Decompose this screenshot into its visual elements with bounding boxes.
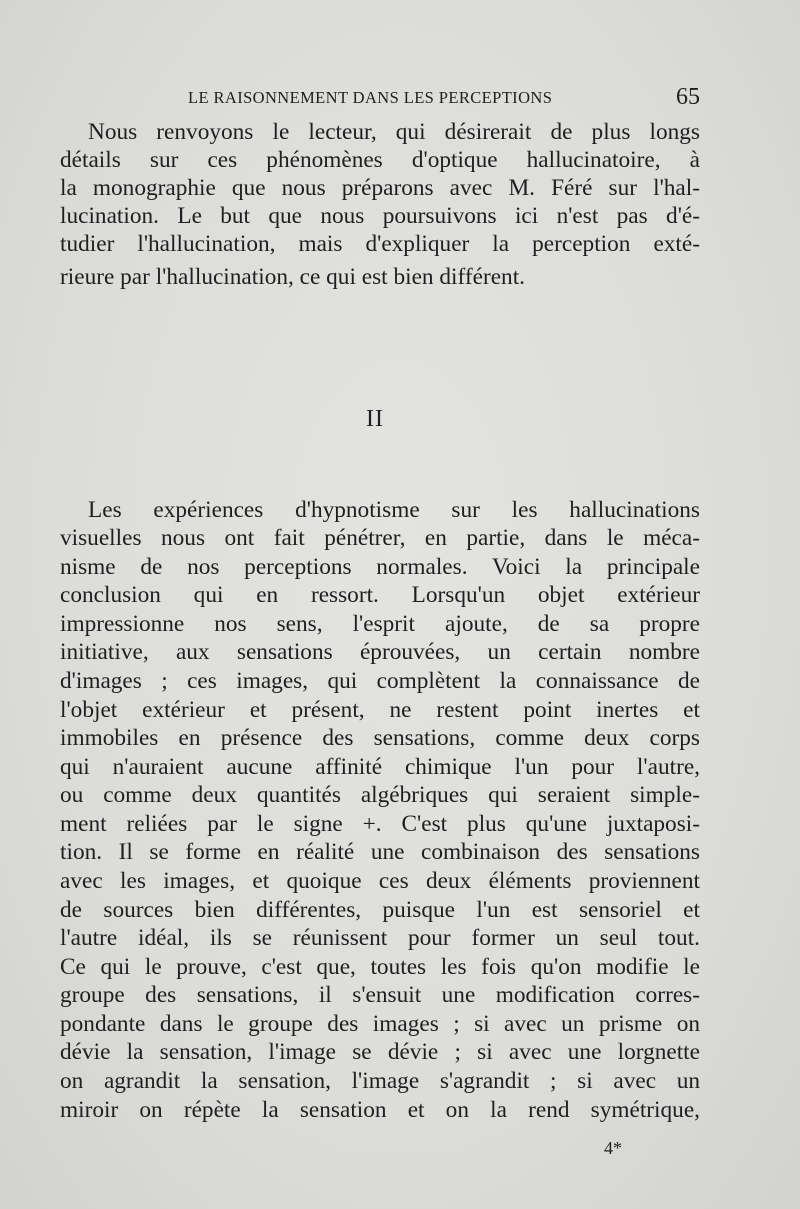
text-line: d'images ; ces images, qui complètent la connaissance de: [60, 668, 700, 694]
text-line: tion. Il se forme en réalité une combinaison des sensations: [60, 839, 700, 865]
page-number: 65: [676, 84, 700, 110]
text-line: dévie la sensation, l'image se dévie ; si avec une lorgnette: [60, 1039, 700, 1065]
text-line: conclusion qui en ressort. Lorsqu'un objet extérieur: [60, 582, 700, 608]
text-line: groupe des sensations, il s'ensuit une modification corres-: [60, 982, 700, 1008]
text-line: tudier l'hallucination, mais d'expliquer la perception exté-: [60, 231, 700, 257]
text-line: rieure par l'hallucination, ce qui est bien différent.: [60, 264, 525, 290]
text-line: ment reliées par le signe +. C'est plus qu'une juxtaposi-: [60, 811, 700, 837]
text-line: lucination. Le but que nous poursuivons ici n'est pas d'é-: [60, 203, 700, 229]
text-line: visuelles nous ont fait pénétrer, en partie, dans le méca-: [60, 525, 700, 551]
running-head: [0, 86, 800, 112]
text-line: de sources bien différentes, puisque l'un est sensoriel et: [60, 897, 700, 923]
text-line: immobiles en présence des sensations, comme deux corps: [60, 725, 700, 751]
text-line: Ce qui le prouve, c'est que, toutes les fois qu'on modifie le: [60, 954, 700, 980]
section-number: II: [366, 406, 384, 432]
text-line: pondante dans le groupe des images ; si avec un prisme on: [60, 1011, 700, 1037]
text-line: miroir on répète la sensation et on la rend symétrique,: [60, 1097, 700, 1123]
text-line: initiative, aux sensations éprouvées, un certain nombre: [60, 639, 700, 665]
signature-mark: 4*: [604, 1138, 622, 1158]
text-line: nisme de nos perceptions normales. Voici la principale: [60, 554, 700, 580]
text-line: l'objet extérieur et présent, ne restent point inertes et: [60, 697, 700, 723]
text-line: impressionne nos sens, l'esprit ajoute, de sa propre: [60, 611, 700, 637]
text-line: on agrandit la sensation, l'image s'agrandit ; si avec un: [60, 1068, 700, 1094]
text-line: Nous renvoyons le lecteur, qui désirerait de plus longs: [88, 119, 700, 145]
running-title: LE RAISONNEMENT DANS LES PERCEPTIONS: [188, 88, 553, 107]
text-line: l'autre idéal, ils se réunissent pour former un seul tout.: [60, 925, 700, 951]
text-line: ou comme deux quantités algébriques qui seraient simple-: [60, 782, 700, 808]
text-line: avec les images, et quoique ces deux éléments proviennent: [60, 868, 700, 894]
text-line: qui n'auraient aucune affinité chimique l'un pour l'autre,: [60, 754, 700, 780]
text-line: Les expériences d'hypnotisme sur les hallucinations: [88, 497, 700, 523]
text-line: la monographie que nous préparons avec M. Féré sur l'hal-: [60, 175, 700, 201]
text-line: détails sur ces phénomènes d'optique hallucinatoire, à: [60, 147, 700, 173]
